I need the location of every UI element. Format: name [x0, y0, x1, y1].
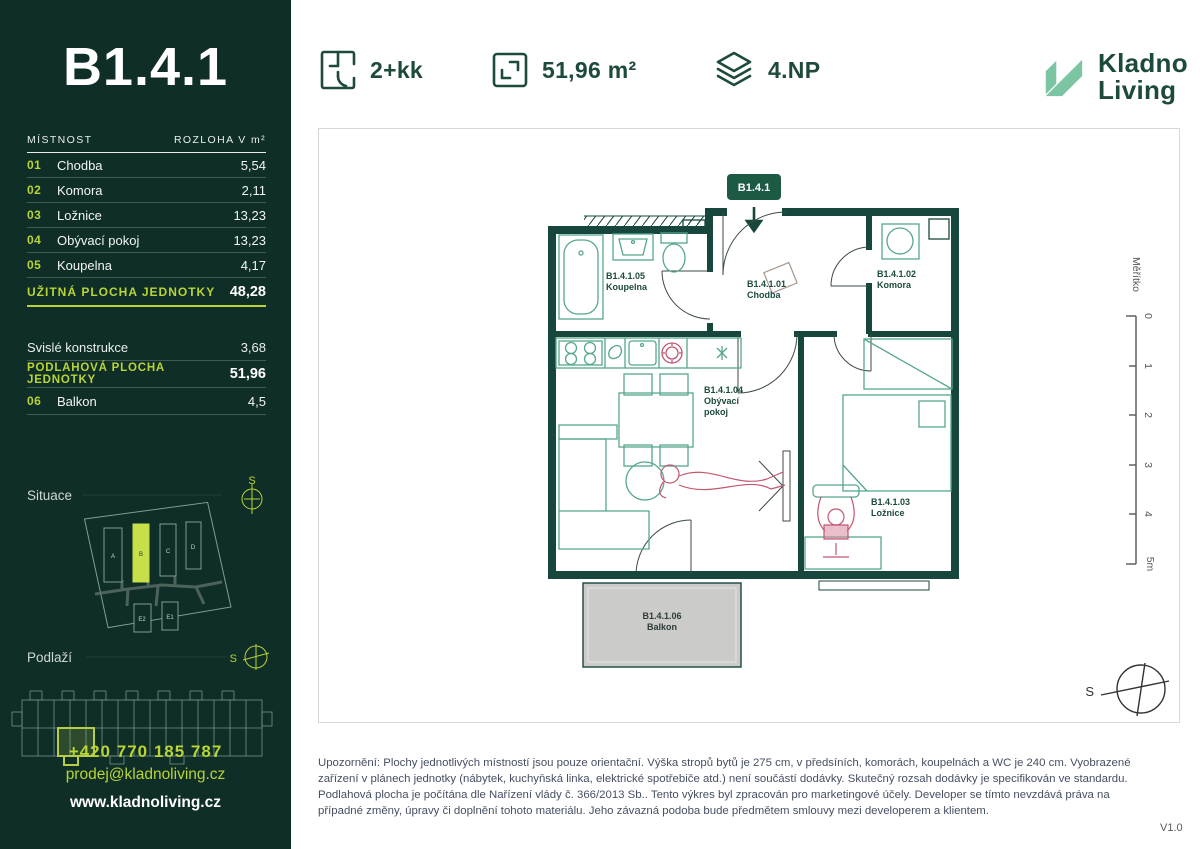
- floorplan-icon: [318, 48, 358, 92]
- floor-area-label: PODLAHOVÁ PLOCHA JEDNOTKY: [27, 362, 165, 386]
- layers-icon: [712, 48, 756, 92]
- floor-spec: [712, 48, 820, 92]
- person-sitting-figure: [818, 497, 854, 557]
- contact-phone[interactable]: +420 770 185 787: [68, 742, 223, 761]
- compass-icon: [230, 644, 269, 670]
- kitchen-counter: [556, 338, 741, 368]
- compass-letter: S: [248, 475, 256, 487]
- site-map: [84, 501, 232, 632]
- row-value: 5,54: [240, 157, 266, 173]
- wardrobe: [864, 339, 952, 389]
- table-row: [27, 203, 266, 228]
- scale-tick: 2: [1142, 412, 1154, 418]
- row-name: Obývací pokoj: [57, 232, 140, 248]
- row-number: 02: [27, 183, 42, 197]
- bed: [843, 395, 951, 491]
- secondary-rows: [27, 335, 266, 415]
- compass-letter: S: [229, 653, 237, 665]
- entrance-arrow-icon: [747, 207, 761, 231]
- person-lying-figure: [660, 465, 785, 498]
- row-name: Ložnice: [57, 207, 102, 223]
- row-value: 2,11: [241, 182, 266, 198]
- floor-value: 4.NP: [768, 56, 821, 83]
- compass-icon: [242, 475, 262, 514]
- building-a-label: A: [110, 554, 116, 560]
- row-number: 04: [27, 233, 42, 247]
- row-number: 01: [27, 158, 42, 172]
- floor-area-row: [27, 361, 266, 388]
- floorplan-drawing: [319, 129, 1179, 722]
- unit-badge-label: B1.4.1: [737, 182, 771, 194]
- stove: [559, 341, 602, 365]
- unit-title: B1.4.1: [62, 37, 229, 97]
- disclaimer-text: Upozornění: Plochy jednotlivých místností jsou pouze orientační. Výška stropů bytů je 275 cm, v předsíních, komorách, koupelnách a WC je 240 cm. Vyobrazené zařízení v plánech jednotky (nábytek, kuchyňská linka, elektrické spotřebiče atd.) není součástí dodávky. Skutečný rozsah dodávky je specifikován ve standardu. Podlahová plocha je počítána dle Nařízení vlády č. 366/2013 Sb.. Tento výkres byl zpracován pro marketingové účely. Developer se tímto nevzdává práva na případné změny, úpravy či doplnění tohoto materiálu. Jeho závazná podoba bude předmětem smlouvy mezi developerem a klientem.: [318, 757, 1131, 817]
- situation-label: Situace: [27, 488, 73, 503]
- bathroom-id: B1.4.1.05: [606, 271, 646, 281]
- row-value: 13,23: [233, 232, 266, 248]
- usable-area-row: [27, 278, 266, 307]
- table-row: [27, 153, 266, 178]
- brand-name: [1098, 50, 1188, 104]
- compass-letter: S: [1085, 684, 1094, 699]
- usable-area-value: 48,28: [229, 283, 266, 300]
- area-icon: [490, 48, 530, 92]
- mini-maps: [0, 472, 291, 849]
- hall-id: B1.4.1.01: [747, 279, 787, 289]
- vertical-structures-label: Svislé konstrukce: [27, 340, 129, 355]
- storage-id: B1.4.1.02: [877, 269, 917, 279]
- scale-tick: 1: [1142, 363, 1154, 369]
- scale-tick: 5m: [1144, 556, 1156, 572]
- row-name: Chodba: [57, 157, 103, 173]
- row-number: 05: [27, 258, 42, 272]
- balcony-id: B1.4.1.06: [642, 611, 682, 621]
- desk: [805, 537, 881, 569]
- building-e2-label: E2: [138, 617, 146, 623]
- interior-walls: [552, 212, 955, 575]
- vent-symbol: [717, 346, 727, 360]
- table-row: [27, 228, 266, 253]
- bedroom-name: Ložnice: [871, 508, 905, 518]
- faucet: [609, 346, 622, 359]
- vertical-structures-value: 3,68: [240, 340, 266, 355]
- row-value: 13,23: [233, 207, 266, 223]
- floorplan-canvas: [318, 128, 1180, 723]
- livingroom-name-line1: Obývací: [704, 396, 740, 406]
- brand-line2: Living: [1098, 75, 1177, 105]
- balcony-row: [27, 388, 266, 415]
- bedroom-id: B1.4.1.03: [871, 497, 911, 507]
- table-row: [27, 178, 266, 203]
- contact-email[interactable]: prodej@kladnoliving.cz: [65, 766, 226, 783]
- appliance-symbol: [662, 343, 682, 363]
- building-e1-label: E1: [166, 615, 174, 621]
- area-spec: [490, 48, 636, 92]
- hall-name: Chodba: [747, 290, 781, 300]
- row-value: 4,5: [247, 393, 266, 409]
- usable-area-label: UŽITNÁ PLOCHA JEDNOTKY: [27, 284, 216, 299]
- sink: [613, 234, 653, 260]
- version-label: V1.0: [1160, 822, 1183, 834]
- layout-spec: [318, 48, 423, 92]
- area-value: 51,96 m²: [542, 56, 637, 83]
- outer-walls: [552, 212, 955, 575]
- scale-tick: 0: [1142, 313, 1154, 319]
- sofa: [559, 425, 649, 549]
- building-d-label: D: [190, 545, 196, 551]
- row-value: 4,17: [240, 257, 266, 273]
- scale-tick: 3: [1142, 462, 1154, 468]
- balcony: [583, 583, 741, 667]
- sidebar: [0, 0, 291, 849]
- room-table-header: [27, 134, 266, 153]
- floor-area-value: 51,96: [229, 366, 266, 382]
- livingroom-id: B1.4.1.04: [704, 385, 744, 395]
- compass-icon: [1085, 663, 1169, 716]
- coffee-table: [626, 462, 664, 500]
- unit-badge: [727, 174, 781, 200]
- storage-name: Komora: [877, 280, 912, 290]
- situation-and-floor-maps: [0, 472, 291, 849]
- scale-tick: 4: [1142, 511, 1154, 517]
- scale-bar: [1126, 257, 1156, 572]
- row-number: 06: [27, 394, 42, 408]
- floor-overview-label: Podlaží: [27, 650, 73, 665]
- building-b-label: B: [138, 552, 144, 558]
- situation-section-header: [27, 475, 262, 514]
- row-number: 03: [27, 208, 42, 222]
- brand-line1: Kladno: [1098, 48, 1188, 78]
- row-name: Koupelna: [57, 257, 112, 273]
- kitchen-sink: [629, 341, 656, 365]
- livingroom-name-line2: pokoj: [704, 407, 728, 417]
- room-table: [27, 134, 266, 415]
- row-name: Komora: [57, 182, 103, 198]
- toilet: [661, 233, 687, 272]
- storage-fixtures: [882, 224, 919, 259]
- dining-set: [619, 374, 693, 466]
- col-room-header: MÍSTNOST: [27, 134, 93, 146]
- brand-logo-icon: [1040, 54, 1086, 100]
- balcony-name: Balkon: [646, 622, 678, 632]
- contact-website[interactable]: www.kladnoliving.cz: [69, 794, 221, 811]
- vertical-structures-row: [27, 335, 266, 361]
- table-row: [27, 253, 266, 278]
- row-name: Balkon: [57, 393, 97, 409]
- scale-label: Měřítko: [1130, 257, 1142, 293]
- brand: [1040, 50, 1188, 104]
- bathroom-name: Koupelna: [606, 282, 648, 292]
- col-area-header: ROZLOHA V m²: [173, 134, 266, 146]
- layout-value: 2+kk: [370, 56, 424, 83]
- floor-section-header: [27, 644, 269, 670]
- building-c-label: C: [165, 549, 171, 555]
